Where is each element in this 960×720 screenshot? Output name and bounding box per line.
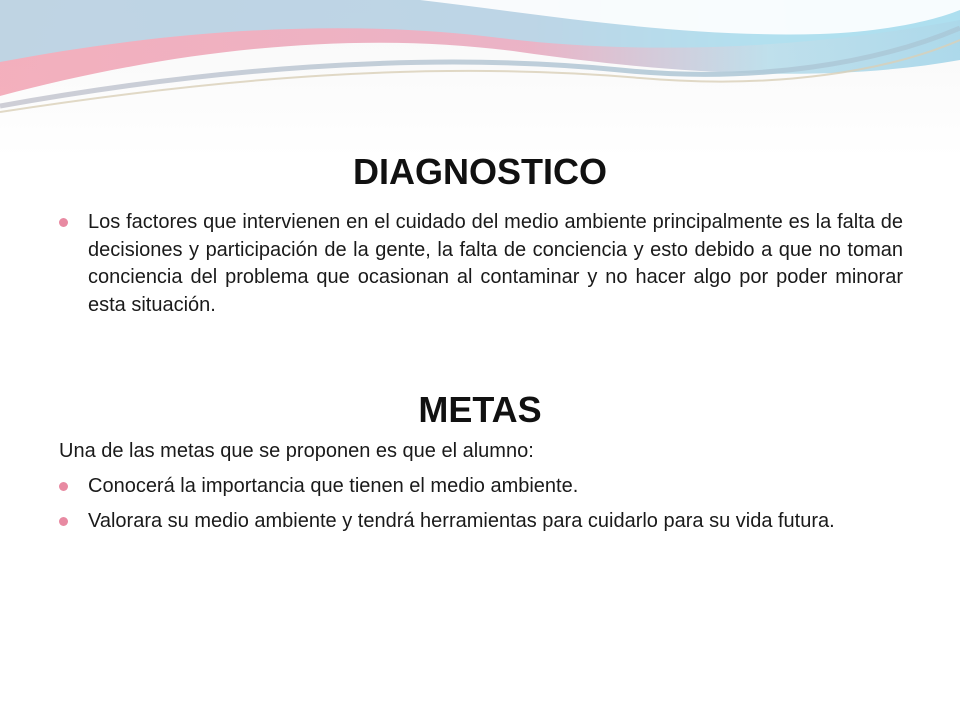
section-title-metas: METAS — [418, 389, 542, 430]
section-title-diagnostico: DIAGNOSTICO — [352, 151, 607, 192]
decorative-wave-banner — [0, 0, 960, 120]
metas-intro-text: Una de las metas que se proponen es que el alumno: — [59, 440, 534, 462]
bullet-icon — [59, 517, 68, 526]
metas-goal-item: Valorara su medio ambiente y tendrá herramientas para cuidarlo para su vida futura. — [88, 510, 835, 532]
metas-goal-item: Conocerá la importancia que tienen el medio ambiente. — [88, 475, 579, 497]
bullet-icon — [59, 482, 68, 491]
diagnostico-paragraph: Los factores que intervienen en el cuidado del medio ambiente principalmente es la falta de decisiones y participación de la gente, la falta de conciencia y esto debido a que no toman conciencia del problema que ocasionan al contaminar y no hacer algo por poder minorar esta situación. — [88, 211, 903, 316]
bullet-icon — [59, 218, 68, 227]
